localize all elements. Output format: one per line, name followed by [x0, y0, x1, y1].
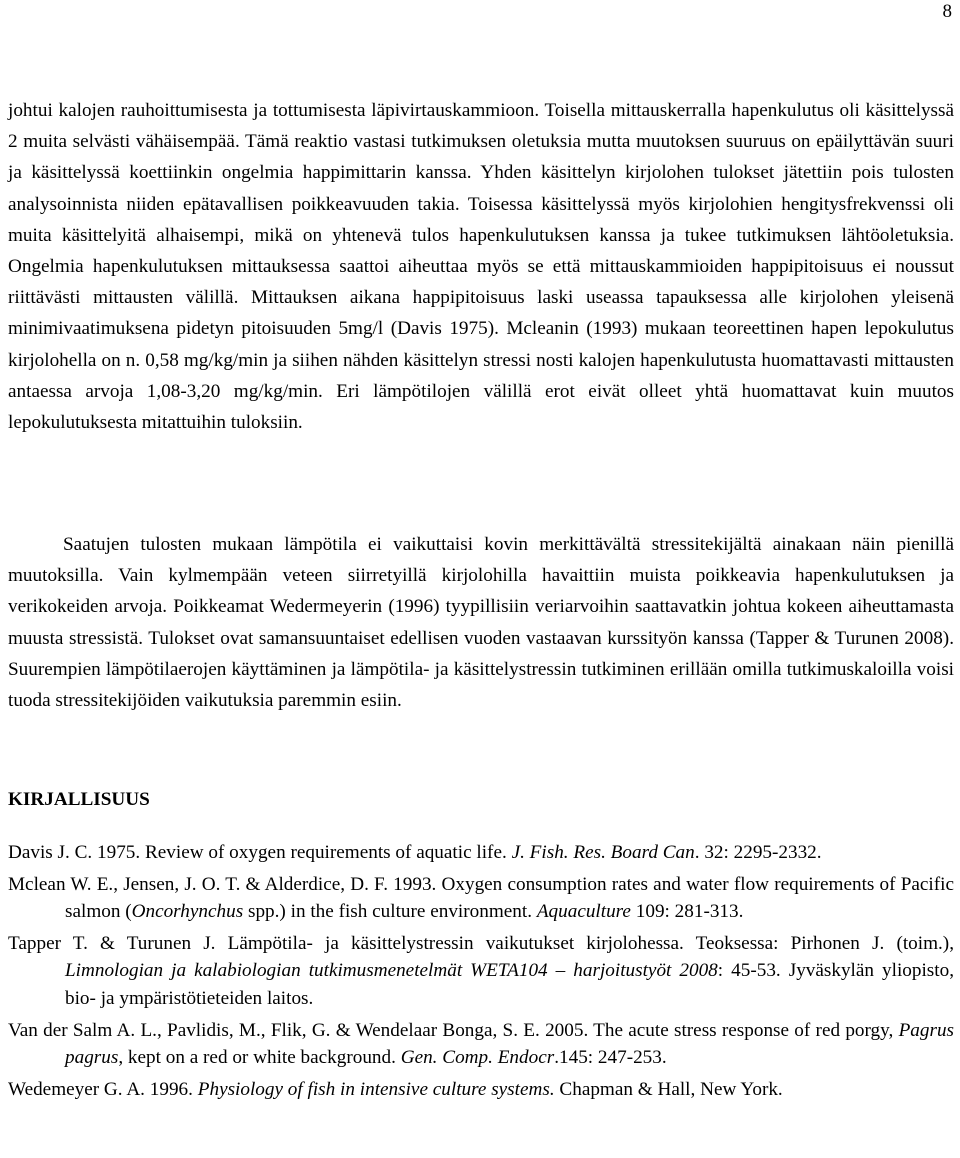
references-heading: KIRJALLISUUS	[8, 789, 150, 810]
reference-item: Wedemeyer G. A. 1996. Physiology of fish in intensive culture systems. Chapman & Hall, New York.	[8, 1078, 783, 1100]
paragraph-text: johtui kalojen rauhoittumisesta ja tottumisesta läpivirtauskammioon. Toisella mittauskerralla hapenkulutus oli käsittelyssä 2 muita selvästi vähäisempää. Tämä reaktio vastasi tutkimuksen oletuksia mutta muutoksen suuruus on epäilyttävän suuri ja käsittelyssä koettiinkin ongelmia happimittarin kanssa. Yhden käsittelyn kirjolohen tulokset jätettiin pois tulosten analysoinnista niiden epätavallisen poikkeavuuden takia. Toisessa käsittelyssä myös kirjolohien hengitysfrekvenssi oli muita käsittelyitä alhaisempi, mikä on yhtenevä tulos hapenkulutuksen kanssa ja tukee tutkimuksen lähtöoletuksia. Ongelmia hapenkulutuksen mittauksessa saattoi aiheuttaa myös se että mittauskammioiden happipitoisuus ei noussut riittävästi mittausten välillä. Mittauksen aikana happipitoisuus laski useassa tapauksessa alle kirjolohen yleisenä minimivaatimuksena pidetyn pitoisuuden 5mg/l (Davis 1975). Mcleanin (1993) mukaan teoreettinen hapen lepokulutus kirjolohella on n. 0,58 mg/kg/min ja siihen nähden käsittelyn stressi nosti kalojen hapenkulutusta huomattavasti mittausten antaessa arvoja 1,08-3,20 mg/kg/min. Eri lämpötilojen välillä erot eivät olleet yhtä huomattavat kuin muutos lepokulutuksesta mitattuihin tuloksiin.	[8, 100, 954, 434]
reference-item: Mclean W. E., Jensen, J. O. T. & Alderdice, D. F. 1993. Oxygen consumption rates and water flow requirements of Pacific salmon (Oncorhynchus spp.) in the fish culture environment. Aquaculture 109: 281-313.	[8, 873, 954, 923]
paragraph-discussion-temperature	[8, 529, 954, 716]
reference-item: Davis J. C. 1975. Review of oxygen requirements of aquatic life. J. Fish. Res. Board Can. 32: 2295-2332.	[8, 842, 822, 863]
page-number: 8	[942, 1, 952, 22]
paragraph-discussion-oxygen	[8, 95, 954, 438]
reference-item: Tapper T. & Turunen J. Lämpötila- ja käsittelystressin vaikutukset kirjolohessa. Teoksessa: Pirhonen J. (toim.), Limnologian ja kalabiologian tutkimusmenetelmät WETA104 – harjoitustyöt 2008: 45-53. Jyväskylän yliopisto, bio- ja ympäristötieteiden laitos.	[8, 932, 954, 1009]
reference-item: Van der Salm A. L., Pavlidis, M., Flik, G. & Wendelaar Bonga, S. E. 2005. The acute stress response of red porgy, Pagrus pagrus, kept on a red or white background. Gen. Comp. Endocr.145: 247-253.	[8, 1019, 954, 1069]
paragraph-text: Saatujen tulosten mukaan lämpötila ei vaikuttaisi kovin merkittävältä stressitekijältä ainakaan näin pienillä muutoksilla. Vain kylmempään veteen siirretyillä kirjolohilla havaittiin muista poikkeavia hapenkulutuksen ja verikokeiden arvoja. Poikkeamat Wedermeyerin (1996) tyypillisiin veriarvoihin saattavatkin johtua kokeen aiheuttamasta muusta stressistä. Tulokset ovat samansuuntaiset edellisen vuoden vastaavan kurssityön kanssa (Tapper & Turunen 2008). Suurempien lämpötilaerojen käyttäminen ja lämpötila- ja käsittelystressin tutkiminen erillään omilla tutkimuskaloilla voisi tuoda stressitekijöiden vaikutuksia paremmin esiin.	[8, 534, 954, 712]
reference-list	[8, 839, 954, 1103]
